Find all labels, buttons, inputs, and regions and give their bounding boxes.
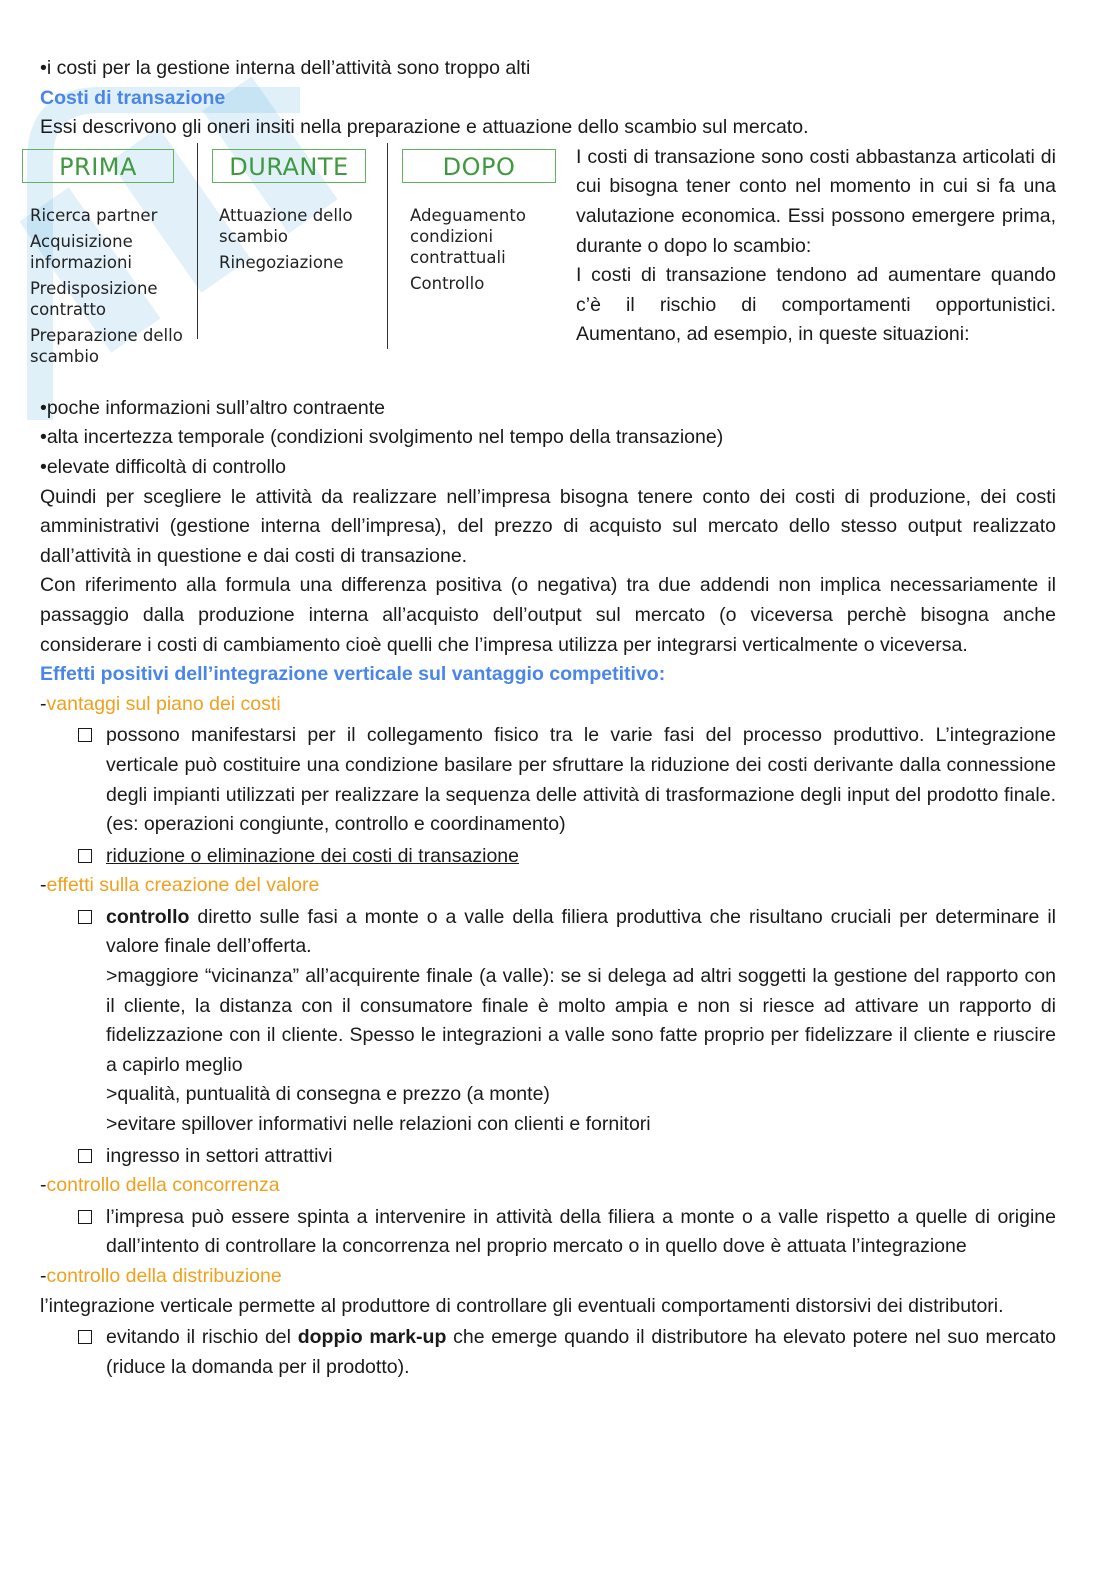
checkbox-icon	[78, 728, 92, 742]
section-value-title: -effetti sulla creazione del valore	[40, 874, 320, 897]
paragraph-quindi: Quindi per scegliere le attività da realizzare nell’impresa bisogna tenere conto dei costi di produzione, dei costi amministrativi (gestione interna dell’impresa), del prezzo di acquisto sul mercato dello stesso output realizzato dall’attività in questione e dai costi di transazione.	[40, 485, 1056, 567]
section-distribution-title: -controllo della distribuzione	[40, 1265, 282, 1287]
heading-positive-effects: Effetti positivi dell’integrazione verticale sul vantaggio competitivo:	[40, 663, 666, 686]
checkbox-icon	[78, 910, 92, 924]
phase-dopo-box: DOPO	[402, 149, 556, 183]
list-item: Preparazione dello scambio	[30, 325, 183, 366]
phase-prima-list	[30, 205, 190, 372]
distribution-paragraph: l’integrazione verticale permette al produttore di controllare gli eventuali comportamenti distorsivi dei distributori.	[40, 1294, 1004, 1317]
diagram-section	[30, 143, 1056, 394]
phases-diagram	[30, 143, 576, 394]
phase-prima-box: PRIMA	[22, 149, 174, 183]
sub-item: >evitare spillover informativi nelle relazioni con clienti e fornitori	[106, 1113, 651, 1136]
situation-item: •elevate difficoltà di controllo	[40, 455, 287, 478]
phase-durante-list	[219, 205, 369, 278]
checkbox-icon	[78, 849, 92, 863]
divider-line	[387, 143, 388, 349]
section-costs-title: -vantaggi sul piano dei costi	[40, 692, 281, 715]
list-item: Controllo	[410, 273, 485, 293]
list-item: Acquisizione informazioni	[30, 231, 133, 272]
list-item: ingresso in settori attrattivi	[40, 1142, 1056, 1172]
sub-item: >maggiore “vicinanza” all’acquirente finale (a valle): se si delega ad altri soggetti la gestione del rapporto con il cliente, la distanza con il consumatore finale è molto ampia e non si riesce ad attivare un rapporto di fidelizzazione con il cliente. Spesso le integrazioni a valle sono fatte proprio per fidelizzare il cliente e riuscire a capirlo meglio	[106, 965, 1056, 1076]
diagram-side-text	[576, 143, 1056, 394]
list-item: evitando il rischio del doppio mark-up che emerge quando il distributore ha elevato potere nel suo mercato (riduce la domanda per il prodotto).	[40, 1323, 1056, 1382]
checkbox-icon	[78, 1330, 92, 1344]
list-item: controllo diretto sulle fasi a monte o a valle della filiera produttiva che risultano cruciali per determinare il valore finale dell’offerta. >maggiore “vicinanza” all’acquirente finale (a valle): se si delega ad altri soggetti la gestione del rapporto con il cliente, la distanza con il consumatore finale è molto ampia e non si riesce ad attivare un rapporto di fidelizzazione con il cliente. Spesso le integrazioni a valle sono fatte proprio per fidelizzare il cliente e riuscire a capirlo meglio >qualità, puntualità di consegna e prezzo (a monte) >evitare spillover informativi nelle relazioni con clienti e fornitori	[40, 903, 1056, 1140]
paragraph-formula: Con riferimento alla formula una differenza positiva (o negativa) tra due addendi non implica necessariamente il passaggio dalla produzione interna all’acquisto dell’output sul mercato (o viceversa perchè bisogna anche considerare i costi di cambiamento cioè quelli che l’impresa utilizza per integrarsi verticalmente o viceversa.	[40, 574, 1056, 656]
transaction-intro: Essi descrivono gli oneri insiti nella preparazione e attuazione dello scambio sul mercato.	[40, 116, 809, 139]
list-item: riduzione o eliminazione dei costi di transazione	[40, 842, 1056, 872]
list-item: possono manifestarsi per il collegamento fisico tra le varie fasi del processo produttivo. L’integrazione verticale può costituire una condizione basilare per sfruttare la riduzione dei costi derivante dalla connessione degli impianti utilizzati per realizzare la sequenza delle attività di trasformazione degli input del prodotto finale. (es: operazioni congiunte, controllo e coordinamento)	[40, 721, 1056, 839]
heading-transaction-costs: Costi di transazione	[40, 86, 226, 109]
section-competition-title: -controllo della concorrenza	[40, 1174, 280, 1197]
list-item: Rinegoziazione	[219, 252, 344, 272]
list-item: Ricerca partner	[30, 205, 158, 225]
phase-durante-box: DURANTE	[212, 149, 366, 183]
list-item: Adeguamento condizioni contrattuali	[410, 205, 526, 267]
divider-line	[197, 143, 198, 339]
side-paragraph-1: I costi di transazione sono costi abbastanza articolati di cui bisogna tener conto nel momento in cui si fa una valutazione economica. Essi possono emergere prima, durante o dopo lo scambio:	[576, 145, 1056, 257]
intro-bullet: •i costi per la gestione interna dell’attività sono troppo alti	[40, 57, 531, 79]
phase-dopo-list	[410, 205, 550, 299]
list-item: l’impresa può essere spinta a intervenire in attività della filiera a monte o a valle rispetto a quelle di origine dall’intento di controllare la concorrenza nel proprio mercato o in quello dove è attuata l’integrazione	[40, 1203, 1056, 1262]
checkbox-icon	[78, 1149, 92, 1163]
situation-item: •poche informazioni sull’altro contraente	[40, 396, 386, 419]
document-page	[30, 54, 1056, 1382]
side-paragraph-2: I costi di transazione tendono ad aumentare quando c’è il rischio di comportamenti opportunistici. Aumentano, ad esempio, in queste situazioni:	[576, 264, 1056, 346]
sub-item: >qualità, puntualità di consegna e prezzo (a monte)	[106, 1083, 550, 1106]
situation-item: •alta incertezza temporale (condizioni svolgimento nel tempo della transazione)	[40, 426, 724, 449]
list-item: Predisposizione contratto	[30, 278, 158, 319]
list-item: Attuazione dello scambio	[219, 205, 353, 246]
checkbox-icon	[78, 1210, 92, 1224]
